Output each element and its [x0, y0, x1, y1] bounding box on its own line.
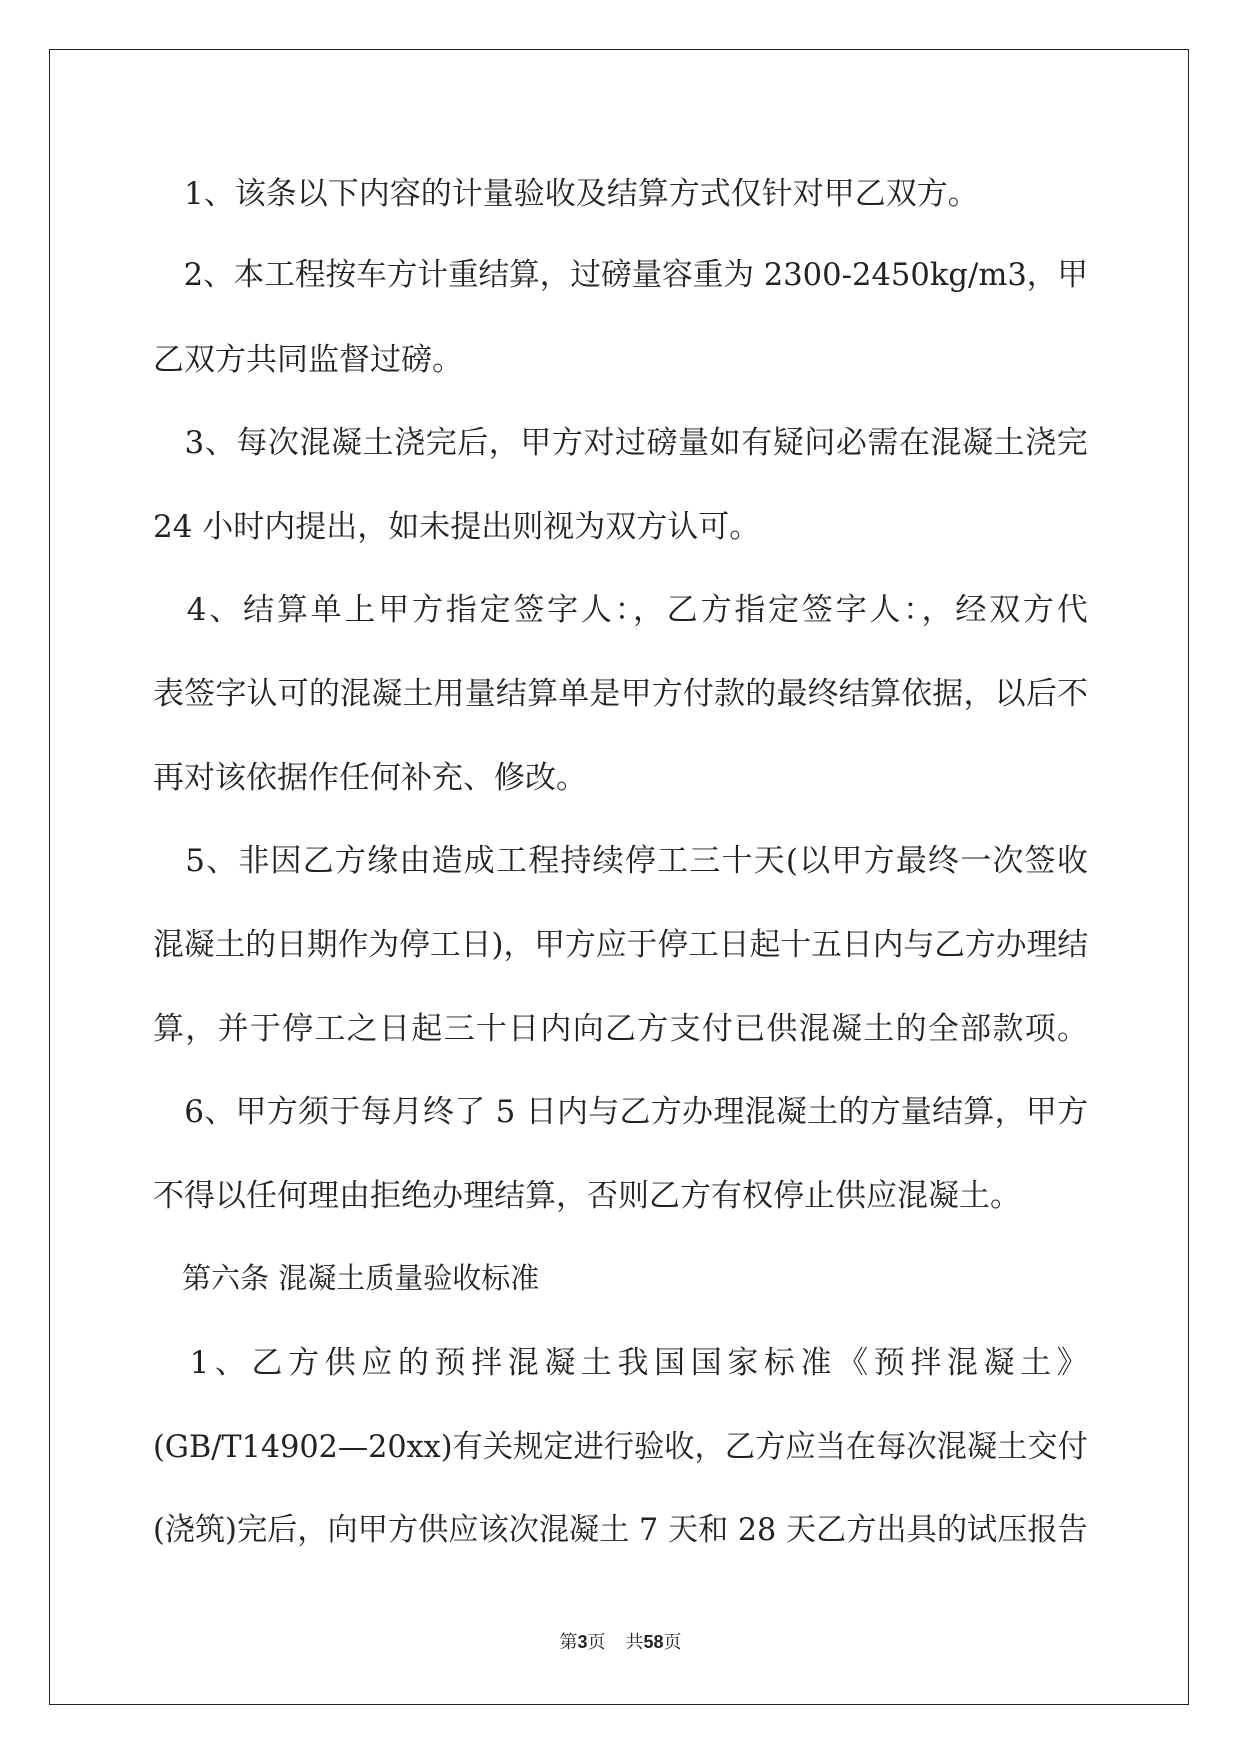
text-line: (浇筑)完后，向甲方供应该次混凝土 7 天和 28 天乙方出具的试压报告: [153, 1512, 1088, 1548]
footer-total-suffix: 页: [663, 1632, 682, 1653]
text-line: 3、每次混凝土浇完后，甲方对过磅量如有疑问必需在混凝土浇完: [153, 425, 1089, 461]
text-line: 24 小时内提出，如未提出则视为双方认可。: [153, 509, 761, 545]
text-line: 2、本工程按车方计重结算，过磅量容重为 2300-2450kg/m3，甲: [153, 257, 1089, 293]
text-line: 混凝土的日期作为停工日)，甲方应于停工日起十五日内与乙方办理结: [153, 927, 1089, 963]
text-line: 4、结算单上甲方指定签字人：，乙方指定签字人：，经双方代: [153, 592, 1091, 628]
text-line: 乙双方共同监督过磅。: [153, 342, 463, 378]
text-line: 不得以任何理由拒绝办理结算，否则乙方有权停止供应混凝土。: [153, 1178, 1021, 1214]
footer-page-suffix: 页: [587, 1632, 606, 1653]
footer-total-pages: 58: [643, 1632, 664, 1652]
footer-prefix: 第: [559, 1632, 578, 1653]
text-line: 表签字认可的混凝土用量结算单是甲方付款的最终结算依据，以后不: [153, 676, 1089, 712]
footer-total-prefix: 共: [625, 1632, 644, 1653]
section-heading: 第六条 混凝土质量验收标准: [153, 1261, 540, 1295]
text-line: 5、非因乙方缘由造成工程持续停工三十天(以甲方最终一次签收: [153, 843, 1090, 879]
page-footer: [0, 1628, 1241, 1654]
text-line: 1、该条以下内容的计量验收及结算方式仅针对甲乙双方。: [153, 176, 979, 212]
text-line: (GB/T14902—20xx)有关规定进行验收，乙方应当在每次混凝土交付: [153, 1429, 1088, 1465]
text-line: 算，并于停工之日起三十日内向乙方支付已供混凝土的全部款项。: [153, 1011, 1090, 1047]
text-line: 1、乙方供应的预拌混凝土我国国家标准《预拌混凝土》: [153, 1345, 1094, 1381]
footer-page-number: 3: [577, 1632, 588, 1652]
text-line: 再对该依据作任何补充、修改。: [153, 760, 587, 796]
text-line: 6、甲方须于每月终了 5 日内与乙方办理混凝土的方量结算，甲方: [153, 1094, 1089, 1130]
